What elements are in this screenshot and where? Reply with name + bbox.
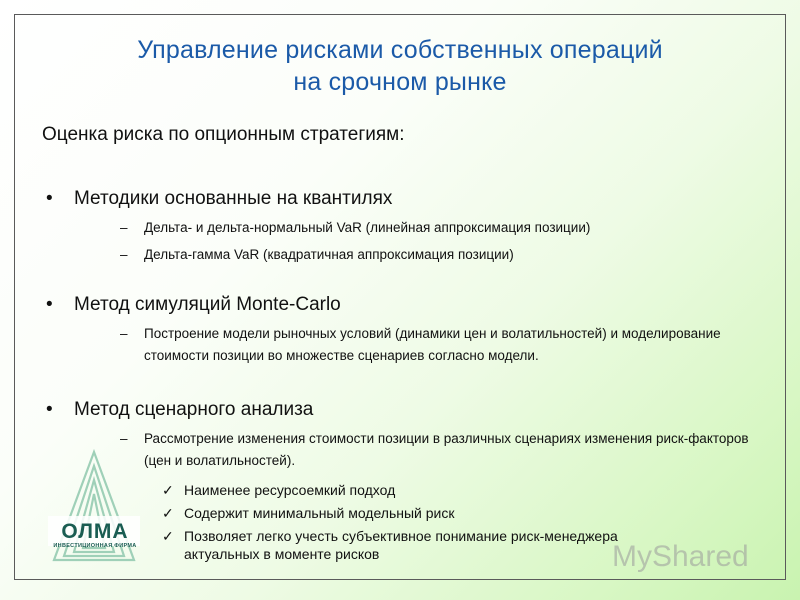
- sub-item-text: Построение модели рыночных условий (динамики цен и волатильностей) и моделирование стоимости позиции во множестве сценариев согласно модели.: [144, 326, 721, 363]
- check-item-text: Позволяет легко учесть субъективное понимание риск-менеджера актуальных в моменте рисков: [184, 528, 618, 562]
- bullet-text: Методики основанные на квантилях: [74, 188, 393, 209]
- bullet-marker: •: [46, 294, 53, 315]
- sub-item-text: Дельта- и дельта-нормальный VaR (линейная аппроксимация позиции): [144, 220, 591, 235]
- sub-item-text: Рассмотрение изменения стоимости позиции в различных сценариях изменения риск-факторов (цен и волатильностей).: [144, 431, 749, 468]
- title-line-1: Управление рисками собственных операций: [137, 36, 663, 64]
- bullet-text: Метод симуляций Monte-Carlo: [74, 294, 341, 315]
- check-item-text: Наименее ресурсоемкий подход: [184, 482, 396, 498]
- title-line-2: на срочном рынке: [293, 68, 507, 96]
- dash-marker: –: [120, 220, 128, 235]
- checkmark-icon: ✓: [162, 482, 174, 498]
- checkmark-icon: ✓: [162, 528, 174, 544]
- bullet-marker: •: [46, 188, 53, 209]
- check-item-text: Содержит минимальный модельный риск: [184, 505, 455, 521]
- logo-name: ОЛМА: [61, 520, 129, 543]
- slide-title: [0, 34, 800, 98]
- dash-marker: –: [120, 431, 128, 446]
- logo-caption: ИНВЕСТИЦИОННАЯ ФИРМА: [53, 543, 137, 549]
- bullet-marker: •: [46, 399, 53, 420]
- dash-marker: –: [120, 247, 128, 262]
- sub-item-text: Дельта-гамма VaR (квадратичная аппроксимация позиции): [144, 247, 514, 262]
- section-heading: Оценка риска по опционным стратегиям:: [42, 124, 405, 145]
- dash-marker: –: [120, 326, 128, 341]
- watermark: MyShared: [612, 540, 749, 573]
- bullet-text: Метод сценарного анализа: [74, 399, 314, 420]
- checkmark-icon: ✓: [162, 505, 174, 521]
